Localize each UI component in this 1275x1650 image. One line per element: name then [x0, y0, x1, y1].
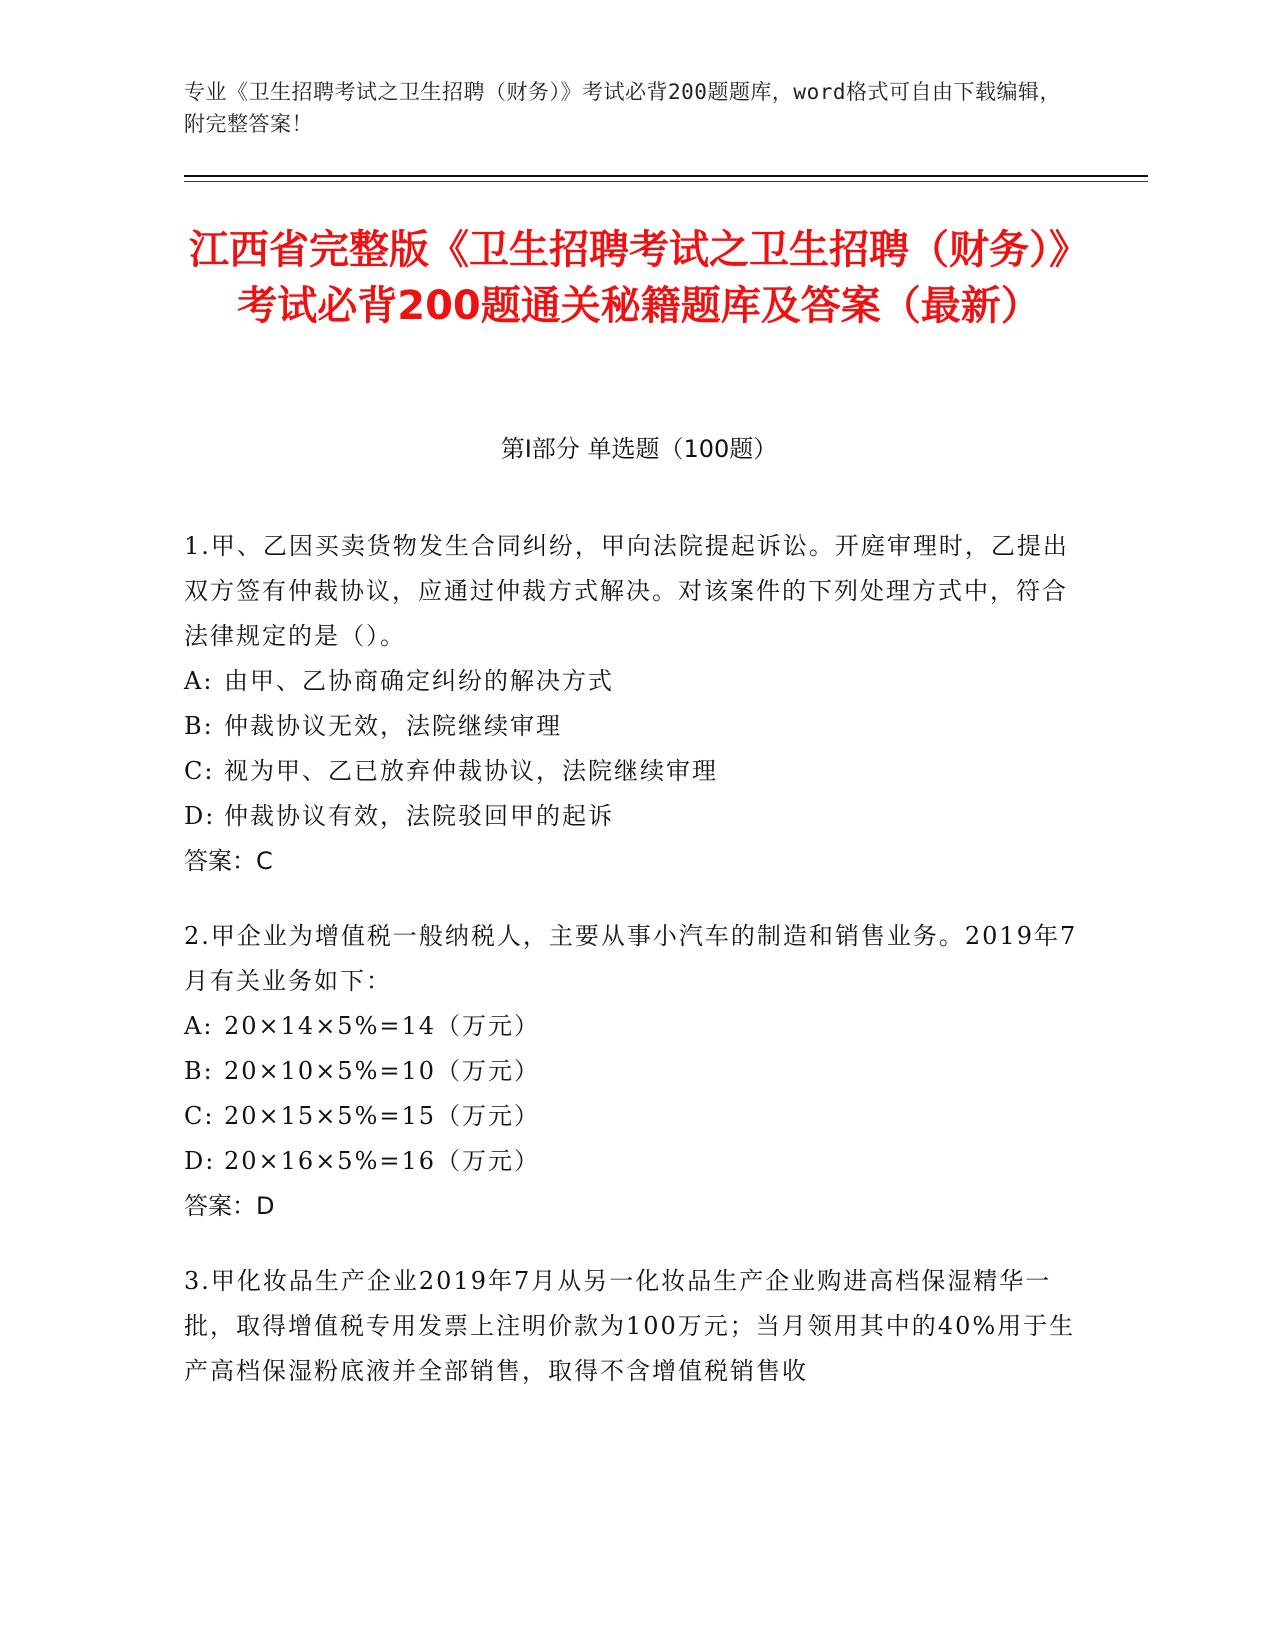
- option-a: [184, 1004, 1084, 1049]
- option-key: B:: [184, 712, 214, 740]
- option-key: B:: [184, 1057, 214, 1085]
- option-text: 20×14×5%=14（万元）: [224, 1012, 541, 1040]
- option-text: 20×16×5%=16（万元）: [224, 1147, 541, 1175]
- option-b: [184, 1049, 1084, 1094]
- answer-line: 答案：D: [184, 1192, 275, 1220]
- question-stem: 3.甲化妆品生产企业2019年7月从另一化妆品生产企业购进高档保湿精华一批，取得增值税专用发票上注明价款为100万元；当月领用其中的40%用于生产高档保湿粉底液并全部销售，取得不含增值税销售收: [184, 1267, 1076, 1385]
- option-d: [184, 1139, 1084, 1184]
- option-key: A:: [184, 1012, 214, 1040]
- question-2: [184, 914, 1084, 1229]
- option-key: C:: [184, 1102, 215, 1130]
- option-c: [184, 1094, 1084, 1139]
- header-rule-thin: [184, 181, 1148, 182]
- option-key: D:: [184, 1147, 216, 1175]
- header-rule-thick: [184, 175, 1148, 177]
- option-text: 视为甲、乙已放弃仲裁协议，法院继续审理: [224, 757, 718, 785]
- question-3: [184, 1259, 1084, 1394]
- section-title: 第Ⅰ部分 单选题（100题）: [500, 435, 778, 463]
- question-1: [184, 524, 1084, 884]
- option-text: 由甲、乙协商确定纠纷的解决方式: [224, 667, 614, 695]
- question-stem: 2.甲企业为增值税一般纳税人，主要从事小汽车的制造和销售业务。2019年7月有关业务如下：: [184, 922, 1078, 995]
- option-a: [184, 659, 1084, 704]
- document-title: 江西省完整版《卫生招聘考试之卫生招聘（财务）》考试必背200题通关秘籍题库及答案（最新）: [189, 227, 1089, 329]
- option-text: 仲裁协议无效，法院继续审理: [224, 712, 562, 740]
- answer-line: 答案：C: [184, 847, 273, 875]
- header-note: 专业《卫生招聘考试之卫生招聘（财务）》考试必背200题题库，word格式可自由下载编辑，附完整答案！: [184, 80, 1061, 136]
- option-b: [184, 704, 1084, 749]
- option-text: 20×10×5%=10（万元）: [224, 1057, 541, 1085]
- option-key: D:: [184, 802, 216, 830]
- option-text: 仲裁协议有效，法院驳回甲的起诉: [224, 802, 614, 830]
- question-stem: 1.甲、乙因买卖货物发生合同纠纷，甲向法院提起诉讼。开庭审理时，乙提出双方签有仲裁协议，应通过仲裁方式解决。对该案件的下列处理方式中，符合法律规定的是（）。: [184, 532, 1069, 650]
- option-key: A:: [184, 667, 214, 695]
- option-d: [184, 794, 1084, 839]
- option-key: C:: [184, 757, 215, 785]
- question-list: [184, 524, 1084, 1424]
- option-text: 20×15×5%=15（万元）: [224, 1102, 541, 1130]
- option-c: [184, 749, 1084, 794]
